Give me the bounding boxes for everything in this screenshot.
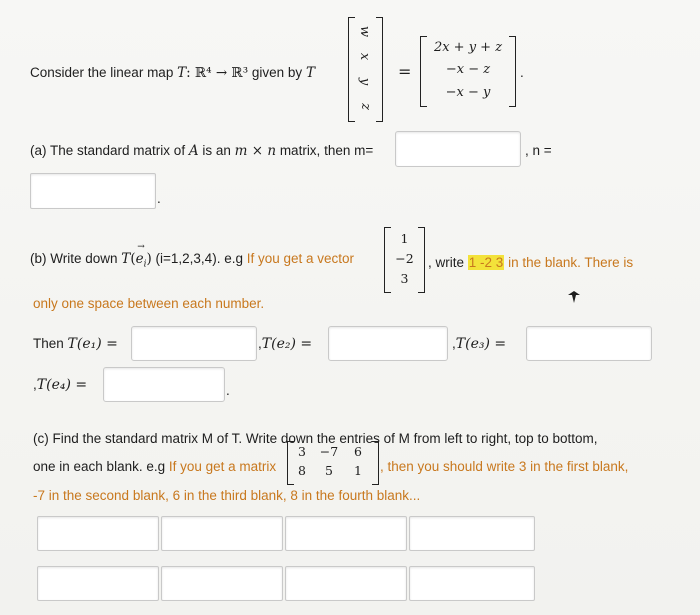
matrix-r2c3: 1 xyxy=(354,463,362,478)
input-w: w xyxy=(357,25,373,38)
part-c-line1: (c) Find the standard matrix M of T. Write down the entries of M from left to right, top to bottom, xyxy=(33,431,598,446)
intro-period: . xyxy=(520,65,524,80)
T-e1-input[interactable] xyxy=(131,326,257,361)
sep-1: , xyxy=(258,336,262,351)
sep-2: , xyxy=(452,336,456,351)
part-c-example-text: If you get a matrix xyxy=(168,459,277,474)
equals-sign: = xyxy=(398,62,412,81)
part-b-T: T xyxy=(121,251,131,267)
M-entry-4[interactable] xyxy=(409,516,535,551)
then-label xyxy=(33,335,118,353)
part-b-write-prefix: , write xyxy=(428,255,465,270)
part-b-range: (i=1,2,3,4). e.g xyxy=(155,251,243,266)
M-entry-1[interactable] xyxy=(37,516,159,551)
T-e2-wrap xyxy=(258,335,312,353)
then-text: Then xyxy=(33,336,64,351)
part-b-write xyxy=(428,254,633,272)
M-entry-6[interactable] xyxy=(161,566,283,601)
part-a-text-after: matrix, then m= xyxy=(279,143,374,158)
T-e4-wrap xyxy=(33,376,87,394)
part-a-question xyxy=(30,142,373,160)
intro-map-domain: : ℝ⁴ → ℝ³ xyxy=(186,65,249,81)
part-b-ei-sub: i xyxy=(143,259,147,270)
example-vec-1: 1 xyxy=(400,231,409,246)
T-e1-label: T(e₁) = xyxy=(67,336,118,352)
part-c-line3: -7 in the second blank, 6 in the third blank, 8 in the fourth blank... xyxy=(33,488,421,503)
part-b-example-text: If you get a vector xyxy=(246,251,355,266)
input-z: z xyxy=(357,103,373,110)
T-e3-label: T(e₃) = xyxy=(455,336,507,352)
matrix-r2c2: 5 xyxy=(325,463,333,478)
input-x: x xyxy=(357,52,373,61)
part-a-text-mid: is an xyxy=(202,143,231,158)
example-vec-3: 3 xyxy=(400,271,409,286)
example-vec-2: −2 xyxy=(395,251,414,266)
M-entry-7[interactable] xyxy=(285,566,407,601)
output-row-1: 2x + y + z xyxy=(433,40,503,55)
n-input[interactable] xyxy=(30,173,156,209)
intro-given-T: T xyxy=(305,65,315,81)
T-e3-input[interactable] xyxy=(526,326,652,361)
output-row-3: −x − y xyxy=(445,85,491,100)
part-b-ei: e xyxy=(135,251,144,267)
input-y: y xyxy=(357,77,373,86)
M-entry-2[interactable] xyxy=(161,516,283,551)
part-a-period: . xyxy=(157,191,161,206)
matrix-r2c1: 8 xyxy=(298,463,306,478)
sep-3: , xyxy=(33,377,37,392)
matrix-r1c2: −7 xyxy=(319,444,339,459)
matrix-r1c1: 3 xyxy=(298,444,306,459)
M-entry-3[interactable] xyxy=(285,516,407,551)
part-b-period: . xyxy=(226,383,230,398)
part-b-line1: (b) Write down T( → $e_i$) (i=1,2,3,4). e.g If you get a vector xyxy=(30,242,355,270)
M-entry-8[interactable] xyxy=(409,566,535,601)
T-e2-label: T(e₂) = xyxy=(261,336,313,352)
part-a-matrix-A: A xyxy=(188,143,199,159)
intro-text xyxy=(30,64,315,82)
part-b-write-answer: 1 -2 3 xyxy=(468,255,504,270)
intro-given-by: given by xyxy=(251,65,303,80)
T-e4-label: T(e₄) = xyxy=(36,377,88,393)
part-c-line2-after: , then you should write 3 in the first blank, xyxy=(380,459,629,474)
M-entry-5[interactable] xyxy=(37,566,159,601)
part-a-text-before: (a) The standard matrix of xyxy=(30,143,186,158)
intro-map-T: T xyxy=(177,65,187,81)
part-b-before: (b) Write down xyxy=(30,251,118,266)
m-input[interactable] xyxy=(395,131,521,167)
output-row-2: −x − z xyxy=(445,62,491,77)
n-label: , n = xyxy=(525,143,552,158)
part-a-dims: m × n xyxy=(234,143,277,159)
part-c-line2-before xyxy=(33,458,276,476)
T-e3-wrap xyxy=(452,335,506,353)
part-c-before: one in each blank. e.g xyxy=(33,459,166,474)
T-e2-input[interactable] xyxy=(328,326,448,361)
mouse-pointer-icon xyxy=(567,290,581,304)
matrix-r1c3: 6 xyxy=(354,444,362,459)
T-e4-input[interactable] xyxy=(103,367,225,402)
intro-prefix: Consider the linear map xyxy=(30,65,174,80)
part-b-line2: only one space between each number. xyxy=(33,296,265,311)
part-b-write-suffix: in the blank. There is xyxy=(508,255,634,270)
